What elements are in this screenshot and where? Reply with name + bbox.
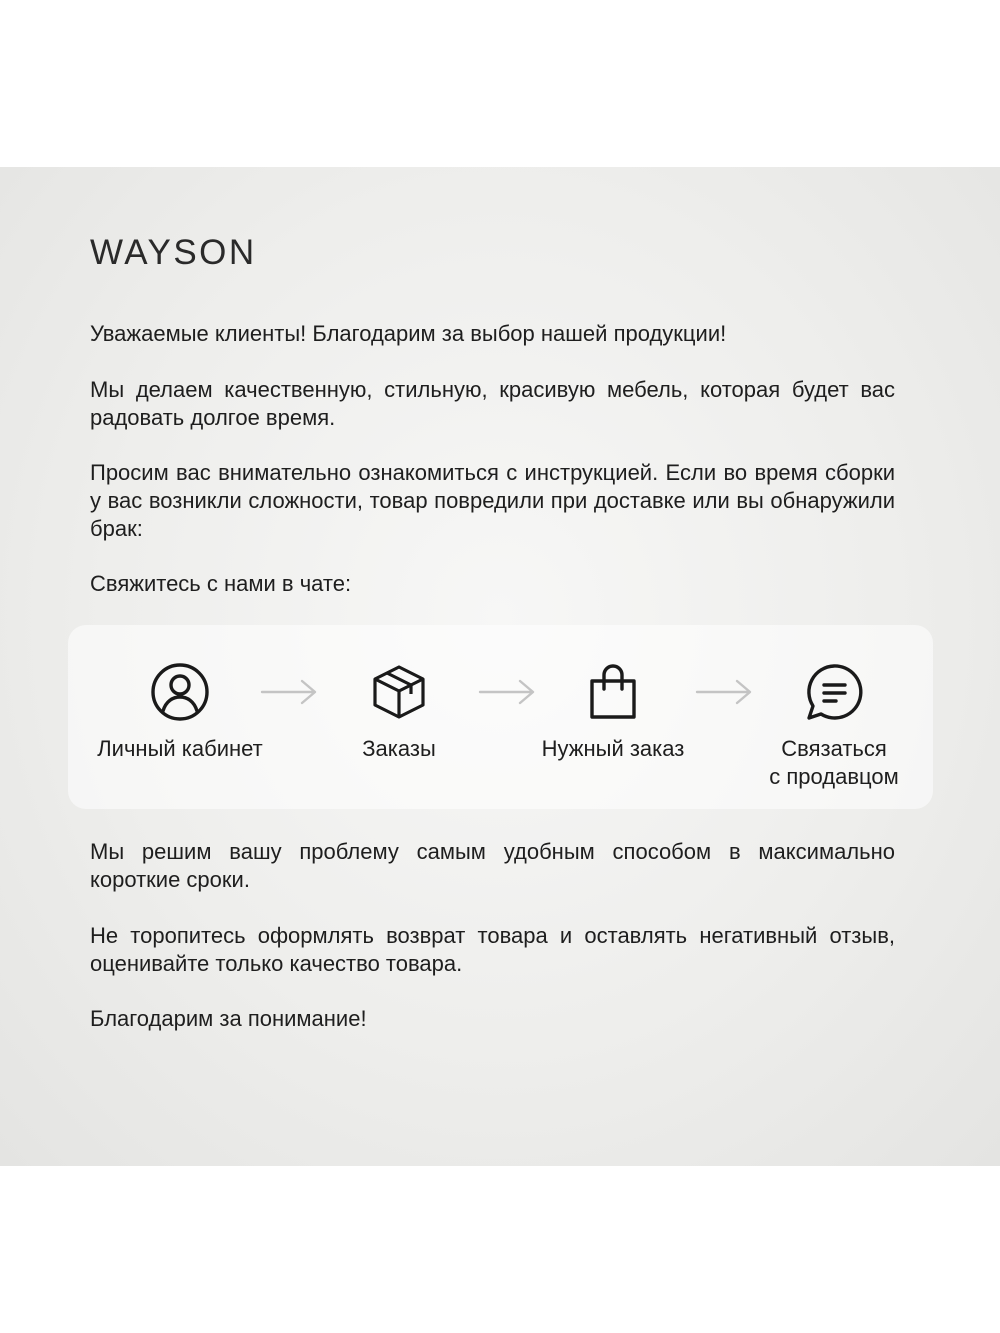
contact-us-text: Свяжитесь с нами в чате: [90, 571, 352, 596]
step-label: Нужный заказ [541, 736, 685, 761]
step-contact-seller [724, 625, 944, 809]
step-orders [289, 625, 509, 809]
resolution-text: Мы решим вашу проблему самым удобным способом в максимально короткие сроки. [90, 839, 895, 892]
step-label: Личный кабинет [97, 736, 263, 761]
thanks-text: Благодарим за понимание! [90, 1006, 367, 1031]
step-needed-order [503, 625, 723, 809]
return-advice-text: Не торопитесь оформлять возврат товара и оставлять негативный отзыв, оценивайте только качество товара. [90, 923, 895, 976]
intro-text: Мы делаем качественную, стильную, красивую мебель, которая будет вас радовать долгое время. [90, 377, 895, 430]
step-personal-account [70, 625, 290, 809]
brand-logo: WAYSON [90, 233, 257, 272]
instruction-card [0, 167, 1000, 1166]
step-label: Связаться с продавцом [769, 736, 899, 789]
box-icon [368, 661, 430, 723]
greeting-text: Уважаемые клиенты! Благодарим за выбор нашей продукции! [90, 321, 727, 346]
instruction-text: Просим вас внимательно ознакомиться с инструкцией. Если во время сборки у вас возникли сложности, товар повредили при доставке или вы обнаружили брак: [90, 460, 895, 541]
contact-steps-panel [68, 625, 933, 809]
step-label: Заказы [362, 736, 436, 761]
shopping-bag-icon [582, 661, 644, 723]
user-circle-icon [149, 661, 211, 723]
chat-bubble-icon [803, 661, 865, 723]
